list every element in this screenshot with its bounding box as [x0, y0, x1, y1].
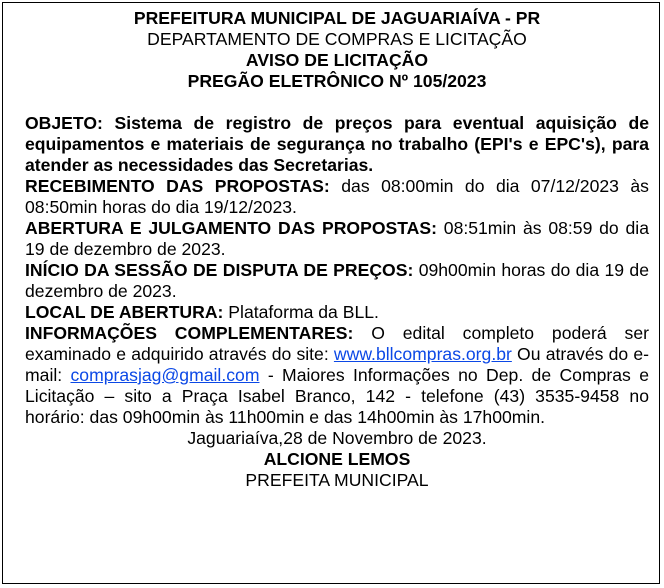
header-pregao: PREGÃO ELETRÔNICO Nº 105/2023 — [187, 71, 487, 91]
inicio-paragraph — [25, 260, 649, 302]
notice-box — [2, 2, 660, 584]
local-paragraph — [25, 302, 649, 323]
informacoes-label: INFORMAÇÕES COMPLEMENTARES: — [25, 323, 354, 343]
header-aviso: AVISO DE LICITAÇÃO — [245, 50, 429, 70]
spacer — [25, 92, 649, 113]
objeto-paragraph: OBJETO: Sistema de registro de preços para eventual aquisição de equipamentos e materiais de segurança no trabalho (EPI's e EPC's), para atender as necessidades das Secretarias. — [25, 113, 649, 175]
email-link[interactable]: comprasjag@gmail.com — [70, 365, 260, 385]
header-prefeitura: PREFEITURA MUNICIPAL DE JAGUARIAÍVA - PR — [133, 8, 541, 28]
site-link[interactable]: www.bllcompras.org.br — [333, 344, 512, 364]
footer-signer: ALCIONE LEMOS — [263, 449, 411, 469]
local-text: Plataforma da BLL. — [223, 302, 379, 322]
recebimento-label: RECEBIMENTO DAS PROPOSTAS: — [25, 176, 330, 196]
recebimento-paragraph — [25, 176, 649, 218]
header-departamento: DEPARTAMENTO DE COMPRAS E LICITAÇÃO — [147, 29, 527, 49]
local-label: LOCAL DE ABERTURA: — [25, 302, 224, 322]
informacoes-text-3: - Maiores Informações no Dep. de Compras e Licitação – sito a Praça Isabel Branco, 142 - telefone (43) 3535-9458 no horário: das 09h00min às 11h00min e das 14h00min às 17h00min. — [25, 365, 649, 427]
footer-date: Jaguariaíva,28 de Novembro de 2023. — [187, 428, 487, 448]
abertura-paragraph — [25, 218, 649, 260]
footer-role: PREFEITA MUNICIPAL — [245, 470, 429, 490]
inicio-text: 09h00min horas do dia 19 de dezembro de 2023. — [25, 260, 649, 301]
recebimento-text: das 08:00min do dia 07/12/2023 às 08:50min horas do dia 19/12/2023. — [25, 176, 649, 217]
abertura-label: ABERTURA E JULGAMENTO DAS PROPOSTAS: — [25, 218, 437, 238]
abertura-text: 08:51min às 08:59 do dia 19 de dezembro de 2023. — [25, 218, 649, 259]
inicio-label: INÍCIO DA SESSÃO DE DISPUTA DE PREÇOS: — [25, 260, 414, 280]
informacoes-text-1: O edital completo poderá ser examinado e adquirido através do site: — [25, 323, 649, 364]
informacoes-text-2: Ou através do e-mail: — [25, 344, 649, 385]
informacoes-paragraph — [25, 323, 649, 428]
